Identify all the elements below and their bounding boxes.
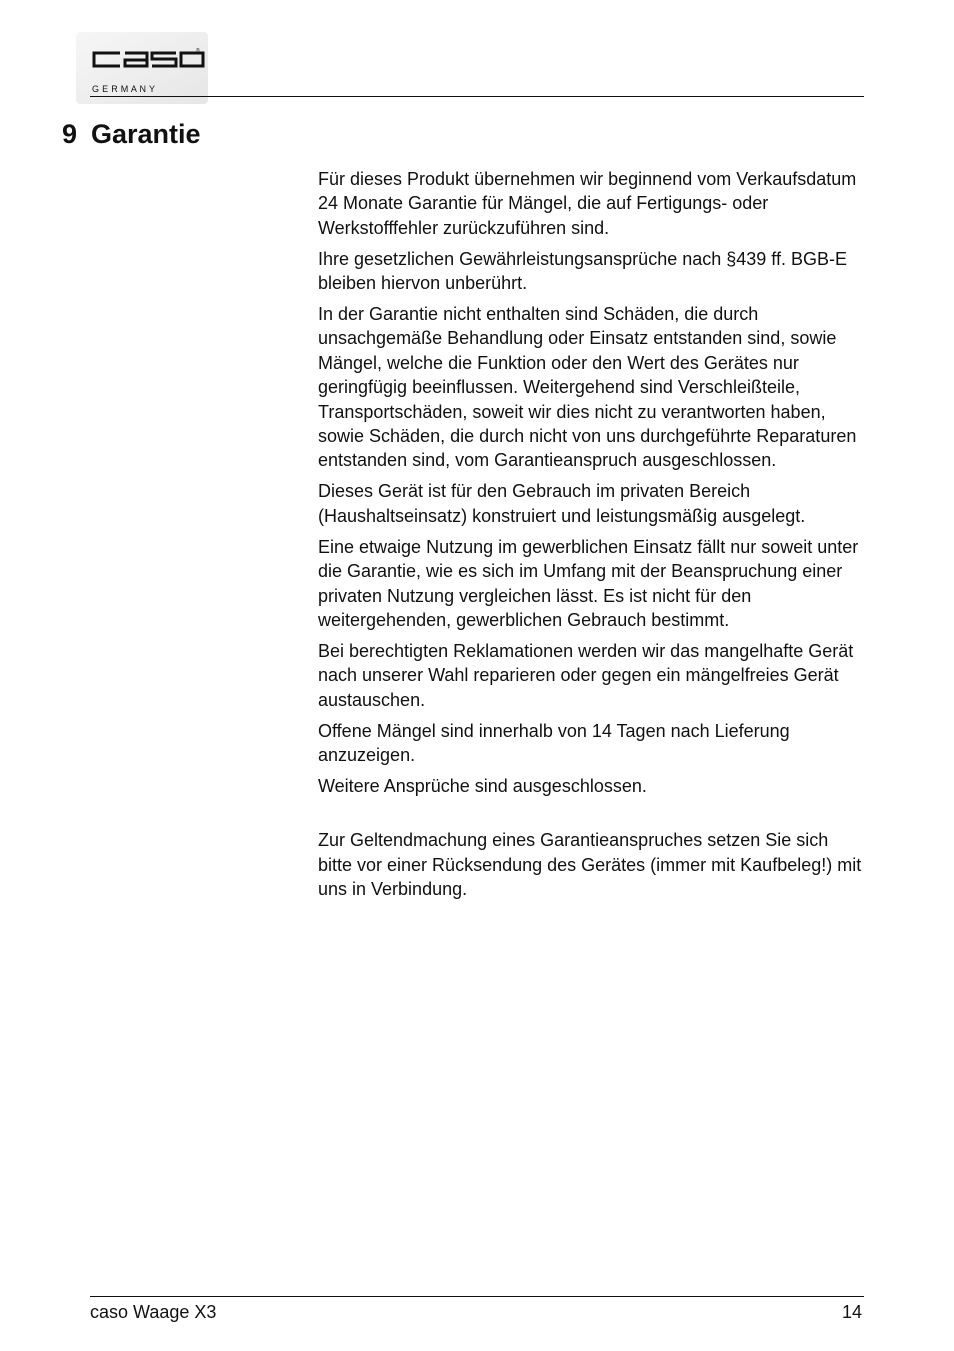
footer-product-name: caso Waage X3 xyxy=(90,1302,217,1322)
paragraph: Weitere Ansprüche sind ausgeschlossen. xyxy=(318,775,647,796)
chapter-number: 9 xyxy=(62,119,78,149)
paragraph: Eine etwaige Nutzung im gewerblichen Einsatz fällt nur soweit unter die Garantie, wie es sich im Umfang mit der Beanspruchung einer privaten Nutzung vergleichen lässt. Es ist nicht für den weitergehenden, gewerblichen Gebrauch bestimmt. xyxy=(318,536,859,630)
svg-text:G E R M A N Y: G E R M A N Y xyxy=(92,84,156,94)
paragraph: Dieses Gerät ist für den Gebrauch im privaten Bereich (Haushaltseinsatz) konstruiert und leistungsmäßig ausgelegt. xyxy=(318,481,806,526)
paragraph: In der Garantie nicht enthalten sind Schäden, die durch unsachgemäße Behandlung oder Einsatz entstanden sind, sowie Mängel, welche die Funktion oder den Wert des Gerätes nur geringfügig beeinflussen. Weitergehend sind Verschleißteile, Transportschäden, soweit wir dies nicht zu verantworten haben, sowie Schäden, die durch nicht von uns durchgeführte Reparaturen entstanden sind, vom Garantieanspruch ausgeschlossen. xyxy=(318,304,857,471)
paragraph: Für dieses Produkt übernehmen wir beginnend vom Verkaufsdatum 24 Monate Garantie für Mängel, die auf Fertigungs- oder Werkstofffehler zurückzuführen sind. xyxy=(318,169,857,238)
page-number: 14 xyxy=(841,1302,862,1322)
chapter-heading xyxy=(62,116,201,152)
svg-text:®: ® xyxy=(196,48,200,54)
caso-germany-logo xyxy=(76,32,208,104)
header-rule xyxy=(90,96,864,97)
chapter-title: Garantie xyxy=(91,119,201,149)
paragraph: Ihre gesetzlichen Gewährleistungsansprüche nach §439 ff. BGB-E bleiben hiervon unberührt. xyxy=(318,248,847,294)
caso-logo-icon xyxy=(76,32,208,104)
paragraph: Bei berechtigten Reklamationen werden wir das mangelhafte Gerät nach unserer Wahl reparieren oder gegen ein mängelfreies Gerät austauschen. xyxy=(318,640,854,710)
warranty-text xyxy=(318,167,864,908)
footer-rule xyxy=(90,1296,864,1297)
paragraph: Zur Geltendmachung eines Garantieanspruches setzen Sie sich bitte vor einer Rücksendung des Gerätes (immer mit Kaufbeleg!) mit uns in Verbindung. xyxy=(318,830,862,900)
paragraph: Offene Mängel sind innerhalb von 14 Tagen nach Lieferung anzuzeigen. xyxy=(318,720,790,765)
